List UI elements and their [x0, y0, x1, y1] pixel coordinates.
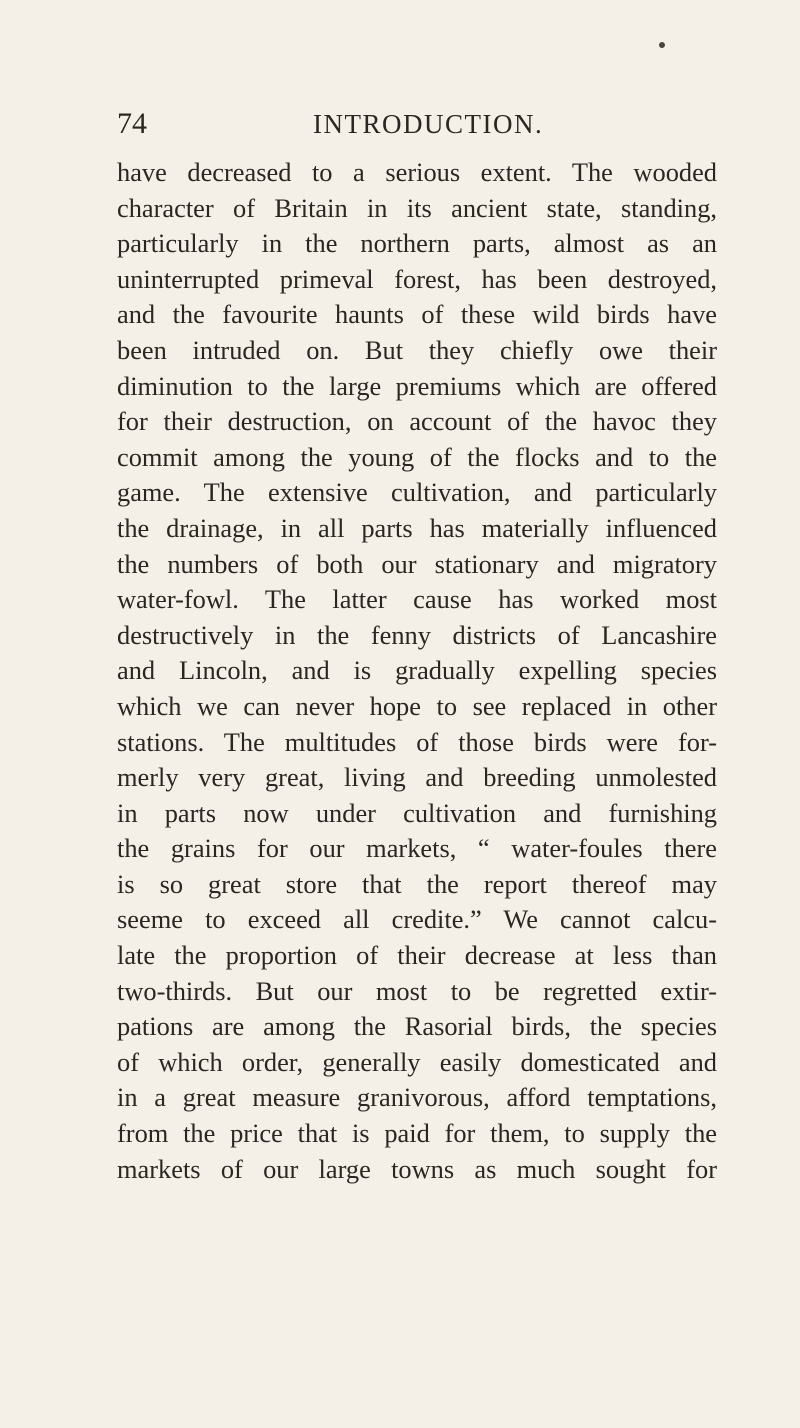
text-line: uninterrupted primeval forest, has been destroyed,: [117, 263, 717, 294]
text-line: which we can never hope to see replaced in other: [117, 690, 717, 721]
text-line: the grains for our markets, “ water-foules there: [117, 833, 717, 864]
text-line: have decreased to a serious extent. The wooded: [117, 157, 717, 187]
text-line: particularly in the northern parts, almost as an: [117, 228, 717, 259]
text-line: commit among the young of the flocks and to the: [117, 441, 717, 472]
text-line: seeme to exceed all credite.” We cannot calcu-: [117, 904, 717, 935]
ink-speck: [659, 42, 665, 48]
body-text: [117, 155, 717, 1187]
text-line: two-thirds. But our most to be regretted extir-: [117, 975, 717, 1006]
text-line: character of Britain in its ancient state, standing,: [117, 192, 717, 223]
text-line: and Lincoln, and is gradually expelling species: [117, 655, 717, 686]
text-line: pations are among the Rasorial birds, the species: [117, 1011, 717, 1042]
running-title: INTRODUCTION.: [313, 109, 544, 139]
text-line: late the proportion of their decrease at less than: [117, 940, 717, 971]
page-header: [117, 104, 717, 144]
text-line: destructively in the fenny districts of Lancashire: [117, 619, 717, 650]
text-line: in a great measure granivorous, afford temptations,: [117, 1082, 717, 1113]
text-line: is so great store that the report thereof may: [117, 868, 717, 899]
text-line: water-fowl. The latter cause has worked most: [117, 584, 717, 615]
page-number: 74: [117, 107, 147, 140]
text-line: the numbers of both our stationary and migratory: [117, 548, 717, 579]
text-line: of which order, generally easily domesticated and: [117, 1046, 717, 1077]
text-line: been intruded on. But they chiefly owe their: [117, 334, 717, 365]
text-line: game. The extensive cultivation, and particularly: [117, 477, 717, 508]
text-line: in parts now under cultivation and furnishing: [117, 797, 717, 828]
text-line: diminution to the large premiums which are offered: [117, 370, 717, 401]
text-line: from the price that is paid for them, to supply the: [117, 1118, 717, 1149]
text-line: merly very great, living and breeding unmolested: [117, 762, 717, 793]
text-line: for their destruction, on account of the havoc they: [117, 406, 717, 437]
text-line: markets of our large towns as much sought for: [117, 1153, 717, 1184]
text-line: and the favourite haunts of these wild birds have: [117, 299, 717, 330]
text-line: stations. The multitudes of those birds were for-: [117, 726, 717, 757]
text-line: the drainage, in all parts has materially influenced: [117, 512, 717, 543]
